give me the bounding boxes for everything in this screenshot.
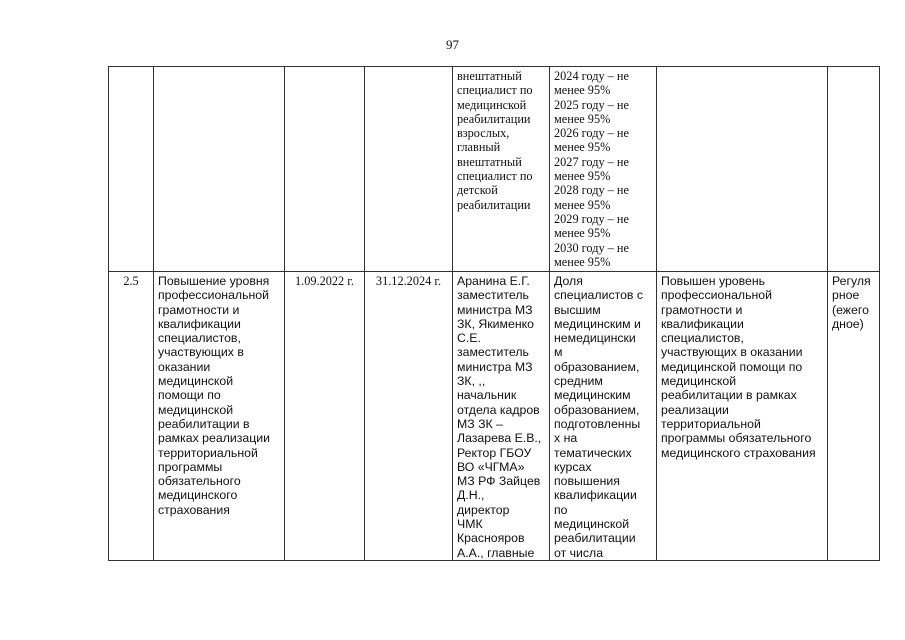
text-line: квалификации	[158, 316, 241, 331]
text-line: реабилитации в рамках	[661, 388, 797, 403]
text-line: 2030 году – не	[554, 240, 629, 255]
cell-end-date	[365, 67, 453, 272]
text-line: квалификации	[554, 488, 637, 503]
text-line: главный	[457, 140, 501, 155]
text-line: менее 95%	[554, 169, 611, 184]
text-line: медицинской	[554, 517, 630, 532]
text-line: министра МЗ	[457, 359, 533, 374]
text-line: 2026 году – не	[554, 126, 629, 141]
cell-responsible	[453, 272, 550, 561]
text-line: менее 95%	[554, 140, 611, 155]
text-line: реабилитации	[554, 531, 636, 546]
text-line: страхования	[158, 502, 230, 517]
text-line: медицинским и	[554, 316, 641, 331]
text-line: грамотности и	[661, 302, 743, 317]
text-line: МЗ ЗК –	[457, 416, 503, 431]
text-line: образованием,	[554, 359, 640, 374]
text-line: территориальной	[661, 416, 761, 431]
text-line: рамках реализации	[158, 431, 271, 446]
text-line: ЗК, ,,	[457, 374, 486, 389]
text-line: 2027 году – не	[554, 154, 629, 169]
text-line: ЗК, Якименко	[457, 316, 534, 331]
text-line: Доля	[554, 274, 583, 288]
text-line: квалификации	[661, 316, 744, 331]
text-line: программы	[158, 459, 223, 474]
text-line: менее 95%	[554, 83, 611, 98]
text-line: С.Е.	[457, 331, 481, 346]
text-line: тематических	[554, 445, 632, 460]
text-line: ВО «ЧГМА»	[457, 459, 525, 474]
cell-responsible	[453, 67, 550, 272]
text-line: образованием,	[554, 402, 640, 417]
text-line: Краснояров	[457, 531, 525, 546]
text-line: начальник	[457, 388, 517, 403]
cell-event	[154, 67, 285, 272]
text-line: (ежего	[832, 302, 869, 317]
cell-start-date: 1.09.2022 г.	[285, 272, 365, 561]
table-row	[109, 67, 880, 272]
table-row	[109, 272, 880, 561]
text-line: медицинского страхования	[661, 445, 816, 460]
text-line: курсах	[554, 459, 592, 474]
text-line: менее 95%	[554, 226, 611, 241]
text-line: Повышение уровня	[158, 274, 270, 288]
text-line: медицинским	[554, 388, 631, 403]
text-line: 2028 году – не	[554, 183, 629, 198]
text-line: х на	[554, 431, 578, 446]
text-line: менее 95%	[554, 197, 611, 212]
text-line: ЧМК	[457, 517, 483, 532]
text-line: специалистов,	[661, 331, 744, 346]
text-line: дное)	[832, 316, 864, 331]
text-line: внештатный	[457, 69, 522, 83]
text-line: от числа	[554, 545, 604, 560]
text-line: взрослых,	[457, 126, 510, 141]
text-line: программы обязательного	[661, 431, 812, 446]
text-line: медицинской	[158, 374, 234, 389]
text-line: детской	[457, 183, 498, 198]
text-line: м	[554, 345, 563, 360]
text-line: рное	[832, 288, 860, 303]
cell-frequency	[828, 67, 880, 272]
text-line: участвующих в	[158, 345, 244, 360]
text-line: медицинской помощи по	[661, 359, 803, 374]
text-line: повышения	[554, 474, 620, 489]
text-line: обязательного	[158, 474, 241, 489]
text-line: профессиональной	[158, 288, 270, 303]
cell-number	[109, 67, 154, 272]
text-line: медицинской	[158, 402, 234, 417]
text-line: участвующих в оказании	[661, 345, 803, 360]
text-line: отдела кадров	[457, 402, 540, 417]
text-line: специалист по	[457, 169, 533, 184]
cell-indicator	[550, 67, 657, 272]
cell-number: 2.5	[109, 272, 154, 561]
text-line: Ректор ГБОУ	[457, 445, 532, 460]
text-line: Аранина Е.Г.	[457, 274, 530, 288]
page-number: 97	[446, 37, 459, 52]
text-line: специалистов,	[158, 331, 241, 346]
text-line: грамотности и	[158, 302, 240, 317]
text-line: Повышен уровень	[661, 274, 766, 288]
text-line: 2025 году – не	[554, 97, 629, 112]
text-line: специалист по	[457, 83, 533, 98]
text-line: территориальной	[158, 445, 258, 460]
text-line: медицинского	[158, 488, 238, 503]
text-line: 2029 году – не	[554, 211, 629, 226]
activities-table	[108, 66, 880, 561]
cell-start-date	[285, 67, 365, 272]
cell-indicator	[550, 272, 657, 561]
text-line: немедицински	[554, 331, 636, 346]
text-line: директор	[457, 502, 510, 517]
text-line: по	[554, 502, 568, 517]
cell-result	[657, 67, 828, 272]
text-line: Лазарева Е.В.,	[457, 431, 542, 446]
text-line: медицинской	[661, 374, 737, 389]
text-line: заместитель	[457, 288, 529, 303]
text-line: реализации	[661, 402, 729, 417]
text-line: внештатный	[457, 154, 522, 169]
text-line: оказании	[158, 359, 211, 374]
text-line: специалистов с	[554, 288, 644, 303]
text-line: А.А., главные	[457, 545, 535, 560]
text-line: медицинской	[457, 97, 527, 112]
text-line: профессиональной	[661, 288, 773, 303]
cell-frequency	[828, 272, 880, 561]
text-line: МЗ РФ Зайцев	[457, 474, 541, 489]
text-line: 2024 году – не	[554, 69, 629, 83]
cell-end-date: 31.12.2024 г.	[365, 272, 453, 561]
cell-event	[154, 272, 285, 561]
text-line: Д.Н.,	[457, 488, 485, 503]
text-line: реабилитации в	[158, 416, 250, 431]
text-line: заместитель	[457, 345, 529, 360]
text-line: реабилитации	[457, 111, 531, 126]
text-line: реабилитации	[457, 197, 531, 212]
text-line: менее 95%	[554, 254, 611, 269]
text-line: средним	[554, 374, 603, 389]
text-line: подготовленны	[554, 416, 641, 431]
text-line: помощи по	[158, 388, 221, 403]
cell-result	[657, 272, 828, 561]
text-line: менее 95%	[554, 111, 611, 126]
text-line: высшим	[554, 302, 601, 317]
text-line: министра МЗ	[457, 302, 533, 317]
text-line: Регуля	[832, 274, 871, 288]
